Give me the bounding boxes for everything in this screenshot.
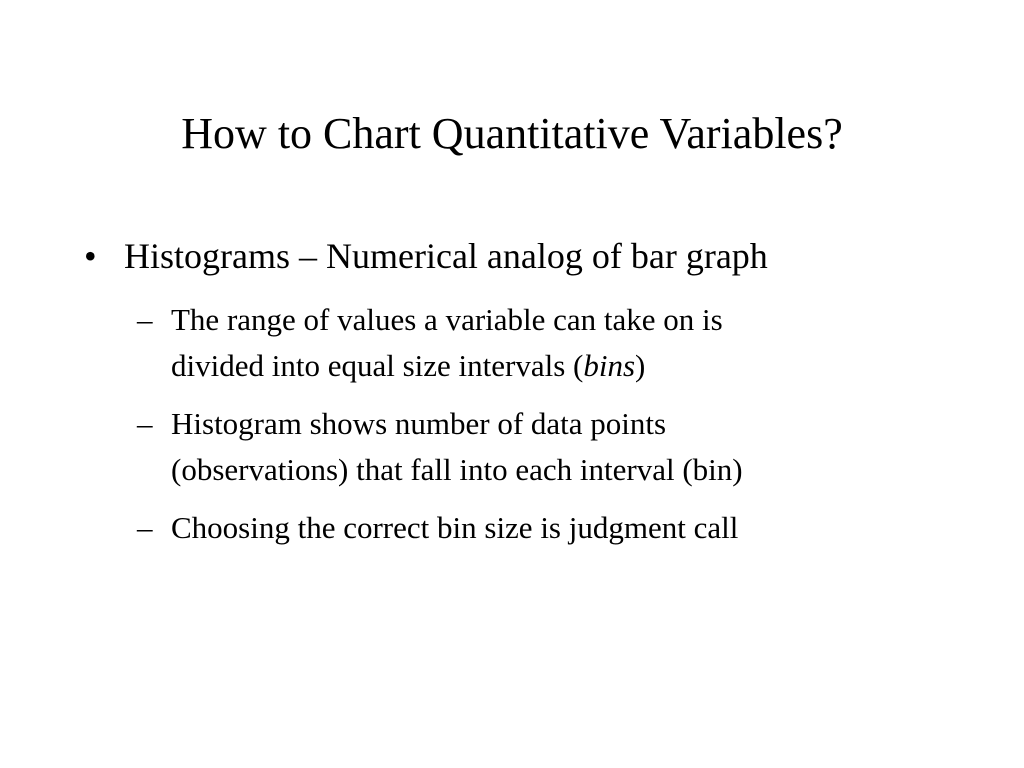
- dash-symbol: –: [137, 510, 153, 545]
- slide-title: How to Chart Quantitative Variables?: [181, 109, 843, 158]
- sub-bullet-line: [137, 343, 723, 389]
- dash-symbol: –: [137, 406, 153, 441]
- bullet-symbol: •: [84, 236, 97, 276]
- bullet-text: Histograms – Numerical analog of bar graph: [124, 236, 768, 276]
- bins-emphasis: bins: [583, 348, 636, 383]
- sub-bullet-line: (observations) that fall into each interval (bin): [171, 452, 743, 487]
- sub-bullet-line: The range of values a variable can take on is: [171, 302, 723, 337]
- sub-bullet-text: divided into equal size intervals (: [171, 348, 584, 383]
- bullet-histograms: [84, 234, 768, 278]
- sub-bullet-histogram-shows: [137, 401, 743, 493]
- sub-bullet-range: [137, 297, 723, 389]
- sub-bullet-line: Histogram shows number of data points: [171, 406, 667, 441]
- sub-bullet-bin-size: [137, 505, 738, 551]
- dash-symbol: –: [137, 302, 153, 337]
- sub-bullet-line: Choosing the correct bin size is judgment call: [171, 510, 739, 545]
- sub-bullet-text: ): [635, 348, 646, 383]
